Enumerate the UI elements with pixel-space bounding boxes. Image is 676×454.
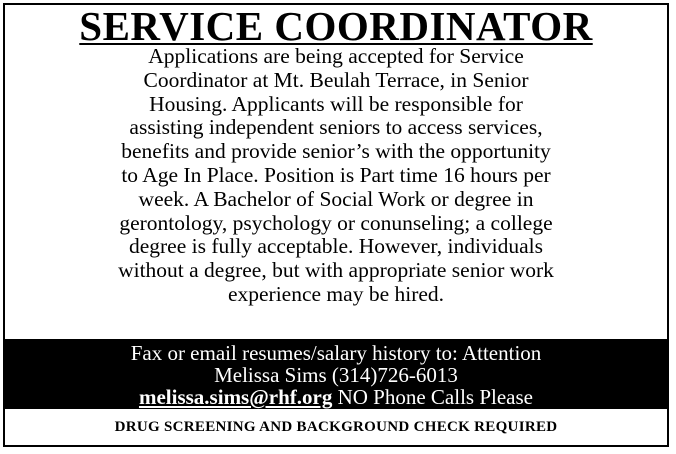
- email-link[interactable]: melissa.sims@rhf.org: [138, 385, 333, 409]
- body-line: Applications are being accepted for Service: [148, 44, 524, 68]
- body-line: benefits and provide senior’s with the opportunity: [121, 139, 551, 164]
- body-line: degree is fully acceptable. However, individuals: [128, 234, 544, 259]
- body-line: without a degree, but with appropriate senior work: [118, 258, 554, 283]
- body-line: to Age In Place. Position is Part time 16 hours per: [121, 162, 551, 187]
- ad-body: [15, 45, 657, 307]
- body-line: gerontology, psychology or conunseling; a college: [119, 210, 553, 235]
- contact-email-line: [5, 386, 667, 408]
- ad-title-text: SERVICE COORDINATOR: [79, 3, 593, 49]
- body-line: week. A Bachelor of Social Work or degree in: [138, 186, 534, 211]
- requirements-footer: DRUG SCREENING AND BACKGROUND CHECK REQUIRED: [114, 419, 558, 435]
- contact-instructions: Fax or email resumes/salary history to: Attention: [130, 341, 542, 365]
- no-calls-note: NO Phone Calls Please: [332, 385, 533, 409]
- body-line: Housing. Applicants will be responsible for: [149, 91, 523, 116]
- job-advertisement: [3, 3, 669, 447]
- body-line: Coordinator at Mt. Beulah Terrace, in Senior: [143, 67, 529, 92]
- ad-title: [5, 4, 667, 48]
- body-line: experience may be hired.: [227, 281, 445, 306]
- contact-name-phone: Melissa Sims (314)726-6013: [214, 363, 458, 387]
- body-line: assisting independent seniors to access services,: [129, 115, 543, 140]
- contact-box: [5, 339, 667, 409]
